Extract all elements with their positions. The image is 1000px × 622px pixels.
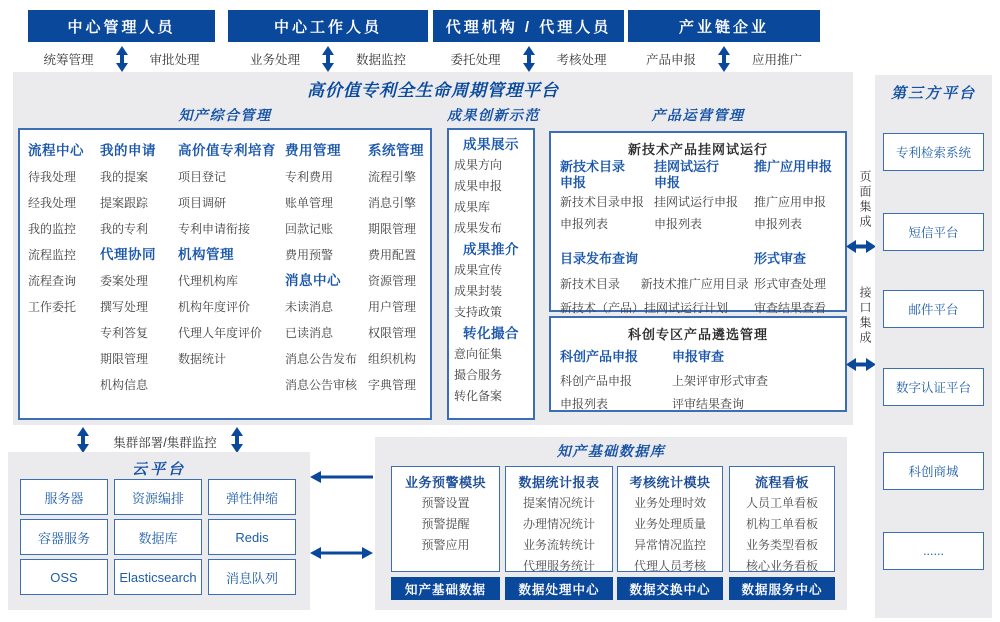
menu-item: 提案跟踪 (100, 196, 149, 210)
menu-item: 我的监控 (28, 222, 77, 236)
selection-box-title: 科创专区产品遴选管理 (627, 327, 768, 342)
menu-item: 推广应用申报 (754, 195, 827, 209)
menu-item: 数据统计 (178, 352, 227, 366)
third-party-system-box: ...... (883, 532, 984, 570)
menu-item: 费用管理 (285, 143, 341, 158)
double-arrow-horizontal-icon (846, 358, 876, 371)
formal-review-group (754, 248, 826, 316)
menu-item: 权限管理 (368, 326, 417, 340)
section-title-ip-management: 知产综合管理 (178, 107, 272, 123)
role-capability-label: 审批处理 (149, 53, 200, 67)
role-box-industry: 产业链企业 (628, 10, 820, 42)
menu-item: 机构年度评价 (178, 300, 251, 314)
ip-menu-column (28, 138, 84, 320)
cloud-service-box: 资源编排 (114, 479, 202, 515)
cloud-service-grid (20, 479, 296, 595)
menu-item: 机构信息 (100, 378, 149, 392)
menu-item: 消息公告发布 (285, 352, 358, 366)
menu-item: 转化撮合 (463, 326, 519, 341)
role-capability-label: 应用推广 (752, 53, 803, 67)
catalog-query-group (560, 248, 749, 316)
db-module-header: 数据统计报表 (518, 475, 600, 490)
menu-item: 成果展示 (463, 137, 519, 152)
cloud-service-box: OSS (20, 559, 108, 595)
menu-item: 成果方向 (454, 158, 503, 172)
double-arrow-horizontal-icon (310, 547, 373, 559)
selection-column (672, 346, 768, 412)
double-arrow-vertical-icon (231, 427, 243, 453)
menu-item: 费用预警 (285, 248, 334, 262)
menu-group-header: 挂网试运行 (654, 159, 720, 174)
selection-box (549, 316, 847, 412)
menu-item: 代理机构库 (178, 274, 239, 288)
role-capability-label: 统筹管理 (43, 53, 94, 67)
double-arrow-vertical-icon (77, 427, 89, 453)
trial-run-box (549, 131, 847, 315)
db-center-footer: 数据服务中心 (729, 577, 835, 600)
menu-item: 意向征集 (454, 347, 503, 361)
menu-item: 成果宣传 (454, 263, 503, 277)
menu-item: 成果库 (454, 200, 491, 214)
menu-item: 我的专利 (100, 222, 149, 236)
menu-item: 新技术推广应用目录 (640, 277, 749, 291)
cloud-service-box: Elasticsearch (114, 559, 202, 595)
cluster-label: 集群部署/集群监控 (113, 436, 217, 450)
db-module-header: 考核统计模块 (629, 475, 711, 490)
role-capability-label: 产品申报 (645, 53, 696, 67)
menu-item: 我的提案 (100, 170, 149, 184)
menu-item: 组织机构 (368, 352, 417, 366)
db-center-footer: 数据交换中心 (617, 577, 723, 600)
menu-item: 审查结果查看 (754, 301, 827, 315)
third-party-system-box: 数字认证平台 (883, 368, 984, 406)
trial-run-column (560, 159, 644, 235)
db-module-item: 提案情况统计 (522, 496, 595, 510)
ip-menu-column (285, 138, 357, 398)
double-arrow-vertical-icon (718, 46, 730, 72)
menu-group-header: 推广应用申报 (754, 159, 833, 174)
ip-menu-column (368, 138, 424, 398)
double-arrow-vertical-icon (523, 46, 535, 72)
cloud-service-box: 数据库 (114, 519, 202, 555)
cloud-service-box: Redis (208, 519, 296, 555)
trial-run-column (754, 159, 832, 235)
menu-item: 委案处理 (100, 274, 149, 288)
db-module-item: 办理情况统计 (522, 517, 595, 531)
role-box-center-managers: 中心管理人员 (28, 10, 215, 42)
menu-item: 评审结果查询 (672, 397, 745, 411)
menu-item: 撮合服务 (454, 368, 503, 382)
menu-item: 流程查询 (28, 274, 77, 288)
menu-item: 项目调研 (178, 196, 227, 210)
role-capability-row (228, 46, 428, 72)
db-module-item: 业务处理质量 (633, 517, 706, 531)
arrow-left-icon (310, 471, 373, 483)
role-capability-label: 数据监控 (356, 53, 407, 67)
menu-item: 新技术目录申报 (560, 195, 645, 209)
menu-group-header: 目录发布查询 (560, 251, 639, 266)
menu-item: 用户管理 (368, 300, 417, 314)
api-integration-label: 接口集成 (858, 286, 872, 346)
menu-item: 经我处理 (28, 196, 77, 210)
menu-item: 成果封装 (454, 284, 503, 298)
menu-item: 未读消息 (285, 300, 334, 314)
double-arrow-horizontal-icon (846, 240, 876, 253)
db-module-item: 预警提醒 (421, 517, 470, 531)
menu-group-header: 形式审查 (754, 251, 807, 266)
menu-item: 上架评审形式审查 (672, 374, 769, 388)
third-party-system-box: 专利检索系统 (883, 133, 984, 171)
trial-run-column (654, 159, 738, 235)
db-module-box (505, 466, 613, 572)
menu-item: 代理人年度评价 (178, 326, 263, 340)
role-capability-row (628, 46, 820, 72)
menu-item: 消息引擎 (368, 196, 417, 210)
menu-item: 我的申请 (100, 143, 156, 158)
db-module-item: 异常情况监控 (633, 538, 706, 552)
menu-item: 申报列表 (754, 217, 803, 231)
menu-item: 专利申请衔接 (178, 222, 251, 236)
cloud-service-box: 弹性伸缩 (208, 479, 296, 515)
menu-group-header: 科创产品申报 (560, 349, 639, 364)
role-capability-label: 考核处理 (556, 53, 607, 67)
menu-item: 高价值专利培育 (178, 143, 276, 158)
menu-item: 形式审查处理 (754, 277, 827, 291)
menu-item: 字典管理 (368, 378, 417, 392)
db-module-item: 业务处理时效 (633, 496, 706, 510)
menu-item: 流程引擎 (368, 170, 417, 184)
role-capability-label: 委托处理 (450, 53, 501, 67)
menu-item: 消息中心 (285, 273, 341, 288)
menu-item: 代理协同 (100, 247, 156, 262)
cloud-service-box: 服务器 (20, 479, 108, 515)
role-capability-label: 业务处理 (249, 53, 300, 67)
menu-item: 成果申报 (454, 179, 503, 193)
menu-group-header: 申报 (560, 175, 587, 190)
db-module-box (729, 466, 835, 572)
cloud-service-box: 容器服务 (20, 519, 108, 555)
db-module-item-list (618, 493, 722, 577)
menu-item: 流程监控 (28, 248, 77, 262)
menu-item: 系统管理 (368, 143, 424, 158)
page-integration-label: 页面集成 (858, 170, 872, 230)
db-center-footer: 数据处理中心 (505, 577, 613, 600)
menu-item: 消息公告审核 (285, 378, 358, 392)
db-module-item: 预警设置 (421, 496, 470, 510)
database-title: 知产基础数据库 (556, 443, 666, 459)
menu-group-header: 新技术目录 (560, 159, 626, 174)
menu-item: 已读消息 (285, 326, 334, 340)
db-module-item: 业务类型看板 (745, 538, 818, 552)
db-module-item-list (392, 493, 499, 556)
db-module-header: 业务预警模块 (404, 475, 486, 490)
menu-item: 专利答复 (100, 326, 149, 340)
third-party-title: 第三方平台 (890, 85, 976, 102)
menu-item: 流程中心 (28, 143, 84, 158)
db-module-item: 业务流转统计 (522, 538, 595, 552)
menu-group-header: 申报审查 (672, 349, 725, 364)
db-module-item: 人员工单看板 (745, 496, 818, 510)
db-center-footer: 知产基础数据 (391, 577, 500, 600)
section-title-achievement: 成果创新示范 (447, 107, 540, 123)
double-arrow-vertical-icon (116, 46, 128, 72)
third-party-system-box: 邮件平台 (883, 290, 984, 328)
menu-item: 待我处理 (28, 170, 77, 184)
menu-item: 成果发布 (454, 221, 503, 235)
achievement-menu-column (447, 134, 535, 407)
menu-item: 期限管理 (368, 222, 417, 236)
menu-item: 撰写处理 (100, 300, 149, 314)
menu-item: 成果推介 (463, 242, 519, 257)
third-party-system-box: 科创商城 (883, 452, 984, 490)
menu-item: 新技术目录 (560, 277, 621, 291)
trial-run-box-title: 新技术产品挂网试运行 (627, 142, 768, 157)
role-capability-row (28, 46, 215, 72)
role-capability-row (433, 46, 624, 72)
menu-item: 支持政策 (454, 305, 503, 319)
double-arrow-vertical-icon (322, 46, 334, 72)
menu-item: 期限管理 (100, 352, 149, 366)
menu-group-header: 申报 (654, 175, 681, 190)
menu-item: 转化备案 (454, 389, 503, 403)
ip-menu-column (100, 138, 156, 398)
platform-title: 高价值专利全生命周期管理平台 (307, 81, 559, 100)
role-box-center-staff: 中心工作人员 (228, 10, 428, 42)
db-module-header: 流程看板 (754, 475, 809, 490)
menu-item: 挂网试运行申报 (654, 195, 739, 209)
db-module-item-list (730, 493, 834, 577)
menu-item: 费用配置 (368, 248, 417, 262)
role-box-agency: 代理机构 / 代理人员 (433, 10, 624, 42)
menu-item: 项目登记 (178, 170, 227, 184)
menu-item: 机构管理 (178, 247, 234, 262)
menu-item: 申报列表 (560, 217, 609, 231)
db-module-box (617, 466, 723, 572)
db-module-item-list (506, 493, 612, 577)
third-party-system-box: 短信平台 (883, 213, 984, 251)
menu-item: 申报列表 (560, 397, 609, 411)
menu-item: 回款记账 (285, 222, 334, 236)
menu-item: 新技术（产品）挂网试运行计划 (560, 301, 729, 315)
selection-column (560, 346, 638, 412)
menu-item: 专利费用 (285, 170, 334, 184)
menu-item: 科创产品申报 (560, 374, 633, 388)
menu-item: 资源管理 (368, 274, 417, 288)
ip-menu-column (178, 138, 276, 372)
menu-item: 账单管理 (285, 196, 334, 210)
cloud-title: 云平台 (131, 461, 186, 478)
section-title-product-ops: 产品运营管理 (651, 107, 745, 123)
db-module-item: 机构工单看板 (745, 517, 818, 531)
db-module-item: 代理人员考核 (633, 559, 706, 573)
cloud-service-box: 消息队列 (208, 559, 296, 595)
db-module-box (391, 466, 500, 572)
db-module-item: 预警应用 (421, 538, 470, 552)
db-module-item: 核心业务看板 (745, 559, 818, 573)
menu-item: 工作委托 (28, 300, 77, 314)
db-module-item: 代理服务统计 (522, 559, 595, 573)
menu-item: 申报列表 (654, 217, 703, 231)
